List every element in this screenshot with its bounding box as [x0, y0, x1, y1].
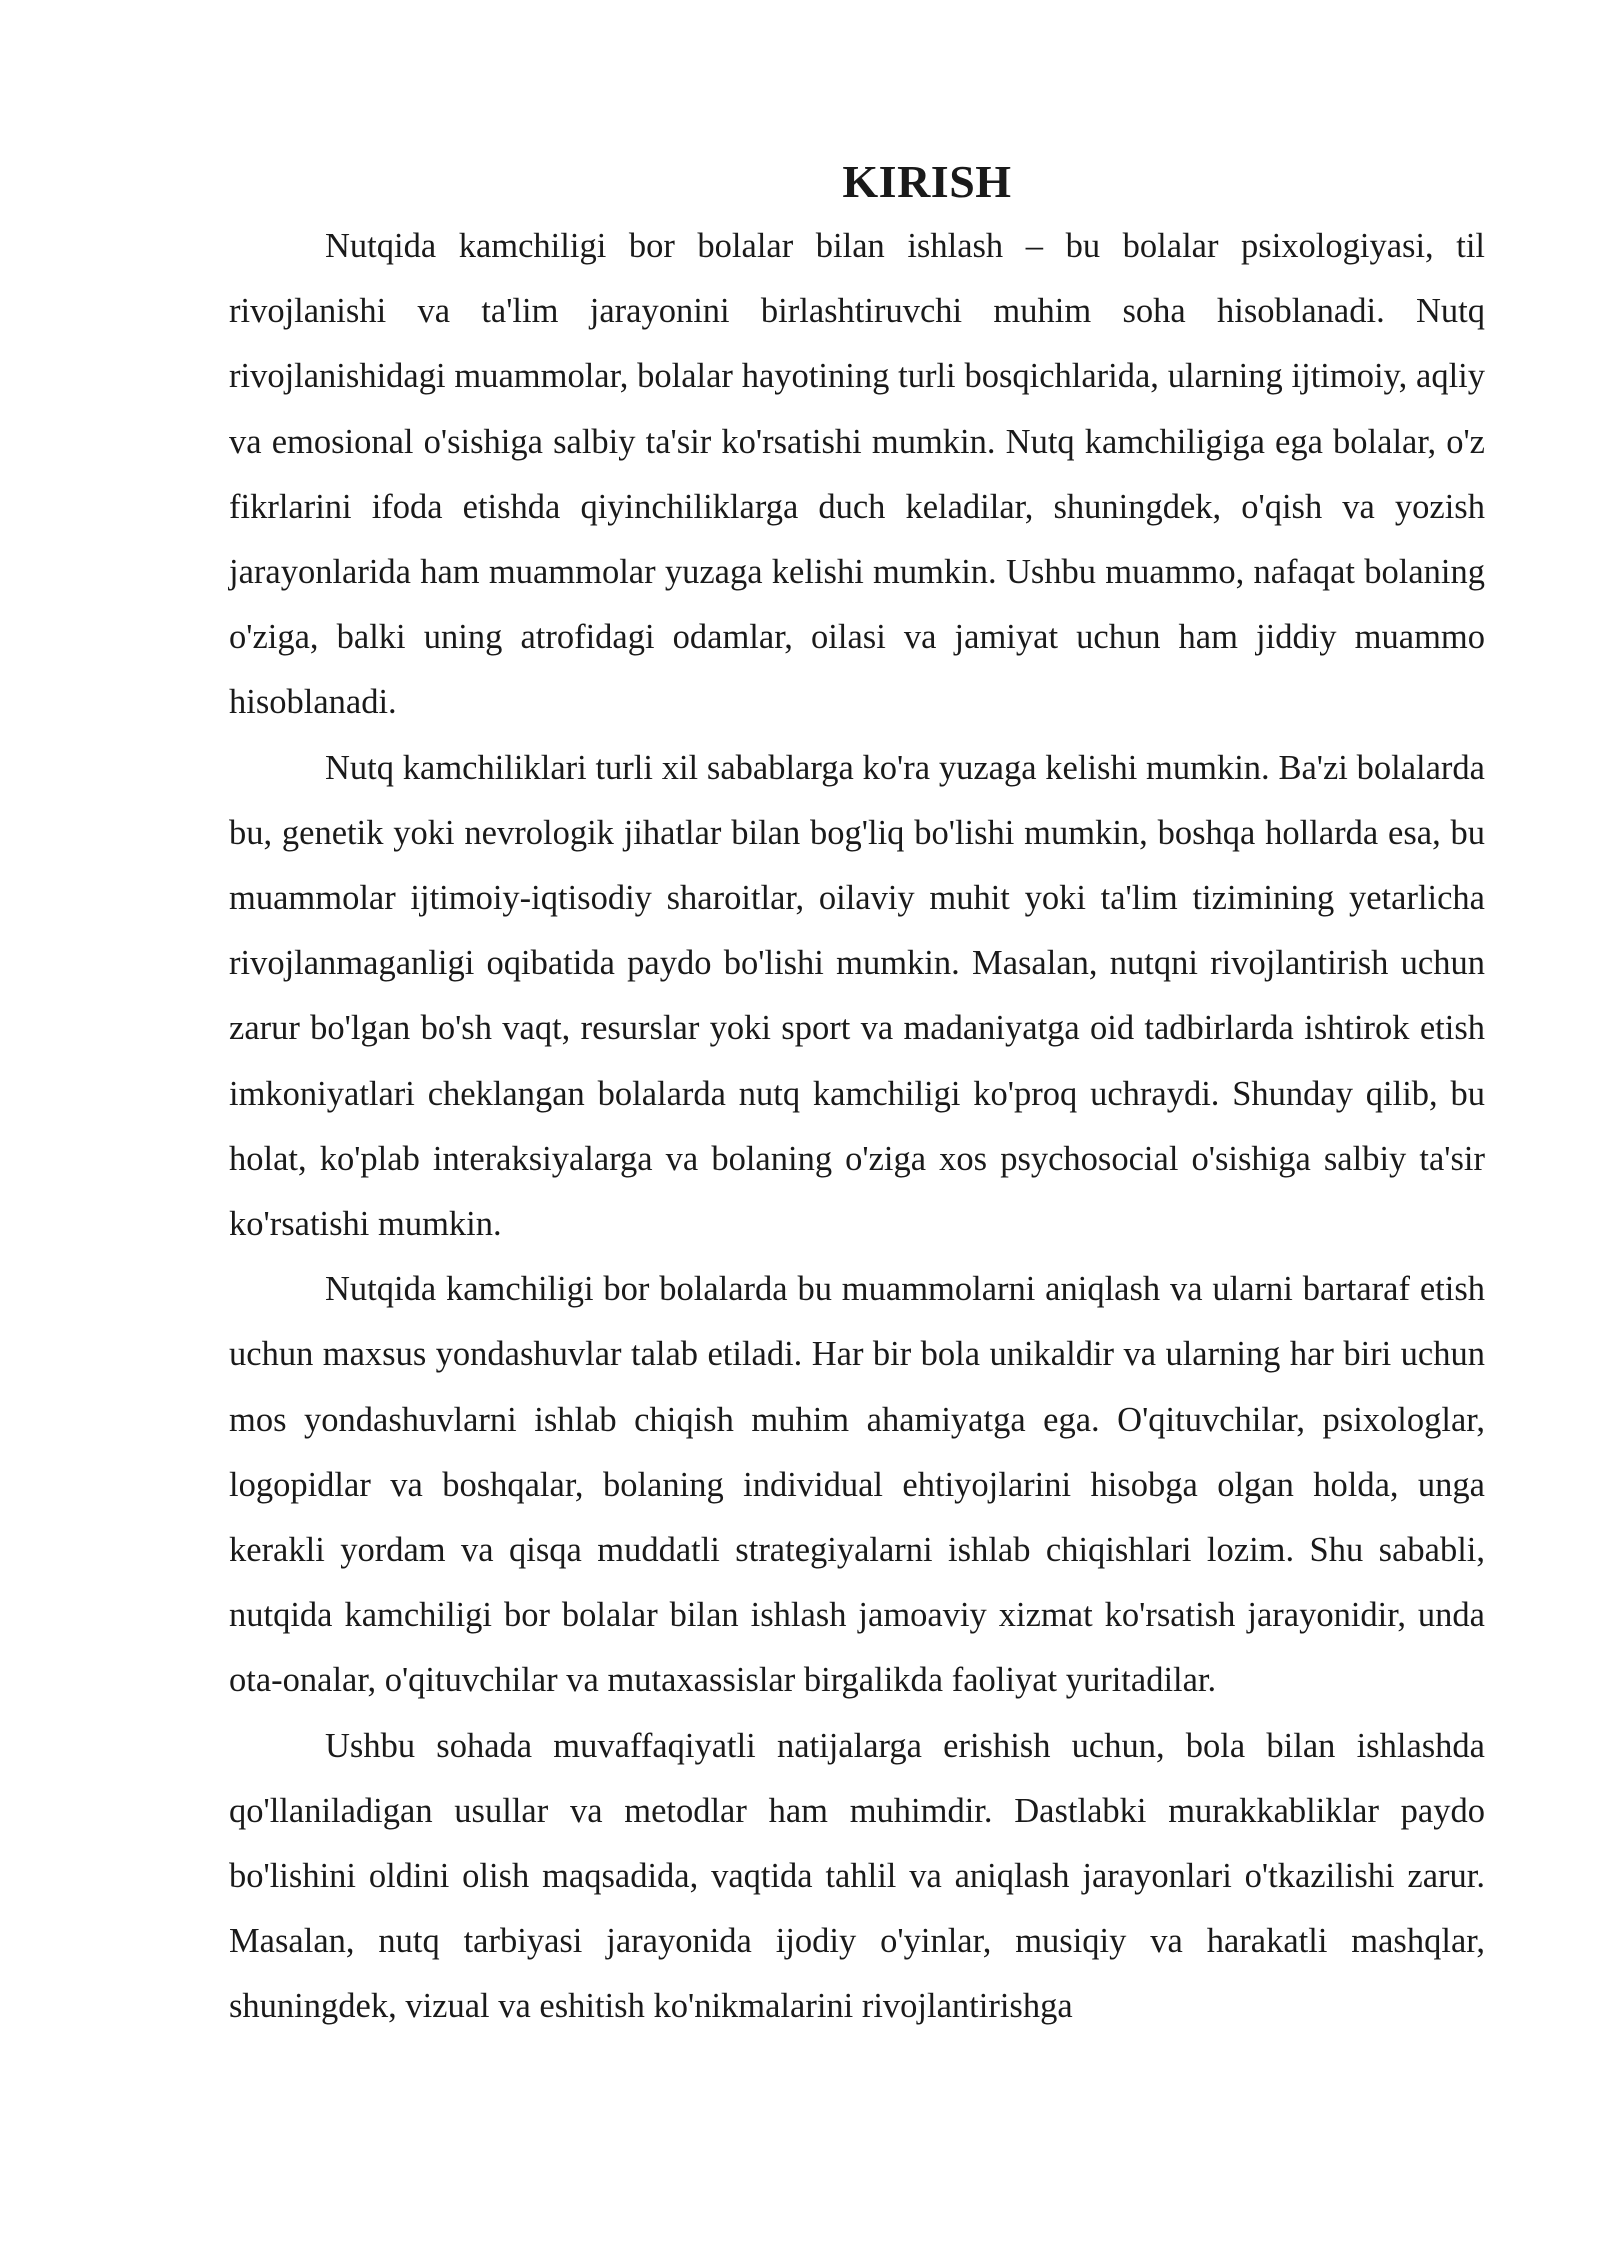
paragraph-4: Ushbu sohada muvaffaqiyatli natijalarga erishish uchun, bola bilan ishlashda qo'llaniladigan usullar va metodlar ham muhimdir. Dastlabki murakkabliklar paydo bo'lishini oldini olish maqsadida, vaqtida tahlil va aniqlash jarayonlari o'tkazilishi zarur. Masalan, nutq tarbiyasi jarayonida ijodiy o'yinlar, musiqiy va harakatli mashqlar, shuningdek, vizual va eshitish ko'nikmalarini rivojlantirishga [229, 1726, 1485, 2026]
page-title: KIRISH [842, 156, 1012, 207]
paragraph-3: Nutqida kamchiligi bor bolalarda bu muammolarni aniqlash va ularni bartaraf etish uchun maxsus yondashuvlar talab etiladi. Har bir bola unikaldir va ularning har biri uchun mos yondashuvlarni ishlab chiqish muhim ahamiyatga ega. O'qituvchilar, psixologlar, logopidlar va boshqalar, bolaning individual ehtiyojlarini hisobga olgan holda, unga kerakli yordam va qisqa muddatli strategiyalarni ishlab chiqishlari lozim. Shu sababli, nutqida kamchiligi bor bolalar bilan ishlash jamoaviy xizmat ko'rsatish jarayonidir, unda ota-onalar, o'qituvchilar va mutaxassislar birgalikda faoliyat yuritadilar. [229, 1270, 1485, 1700]
document-body [229, 150, 1485, 2040]
paragraph-1: Nutqida kamchiligi bor bolalar bilan ishlash – bu bolalar psixologiyasi, til rivojlanishi va ta'lim jarayonini birlashtiruvchi muhim soha hisoblanadi. Nutq rivojlanishidagi muammolar, bolalar hayotining turli bosqichlarida, ularning ijtimoiy, aqliy va emosional o'sishiga salbiy ta'sir ko'rsatishi mumkin. Nutq kamchiligiga ega bolalar, o'z fikrlarini ifoda etishda qiyinchiliklarga duch keladilar, shuningdek, o'qish va yozish jarayonlarida ham muammolar yuzaga kelishi mumkin. Ushbu muammo, nafaqat bolaning o'ziga, balki uning atrofidagi odamlar, oilasi va jamiyat uchun ham jiddiy muammo hisoblanadi. [229, 227, 1485, 722]
paragraph-2: Nutq kamchiliklari turli xil sabablarga ko'ra yuzaga kelishi mumkin. Ba'zi bolalarda bu, genetik yoki nevrologik jihatlar bilan bog'liq bo'lishi mumkin, boshqa hollarda esa, bu muammolar ijtimoiy-iqtisodiy sharoitlar, oilaviy muhit yoki ta'lim tizimining yetarlicha rivojlanmaganligi oqibatida paydo bo'lishi mumkin. Masalan, nutqni rivojlantirish uchun zarur bo'lgan bo'sh vaqt, resurslar yoki sport va madaniyatga oid tadbirlarda ishtirok etish imkoniyatlari cheklangan bolalarda nutq kamchiligi ko'proq uchraydi. Shunday qilib, bu holat, ko'plab interaksiyalarga va bolaning o'ziga xos psychosocial o'sishiga salbiy ta'sir ko'rsatishi mumkin. [229, 748, 1485, 1244]
